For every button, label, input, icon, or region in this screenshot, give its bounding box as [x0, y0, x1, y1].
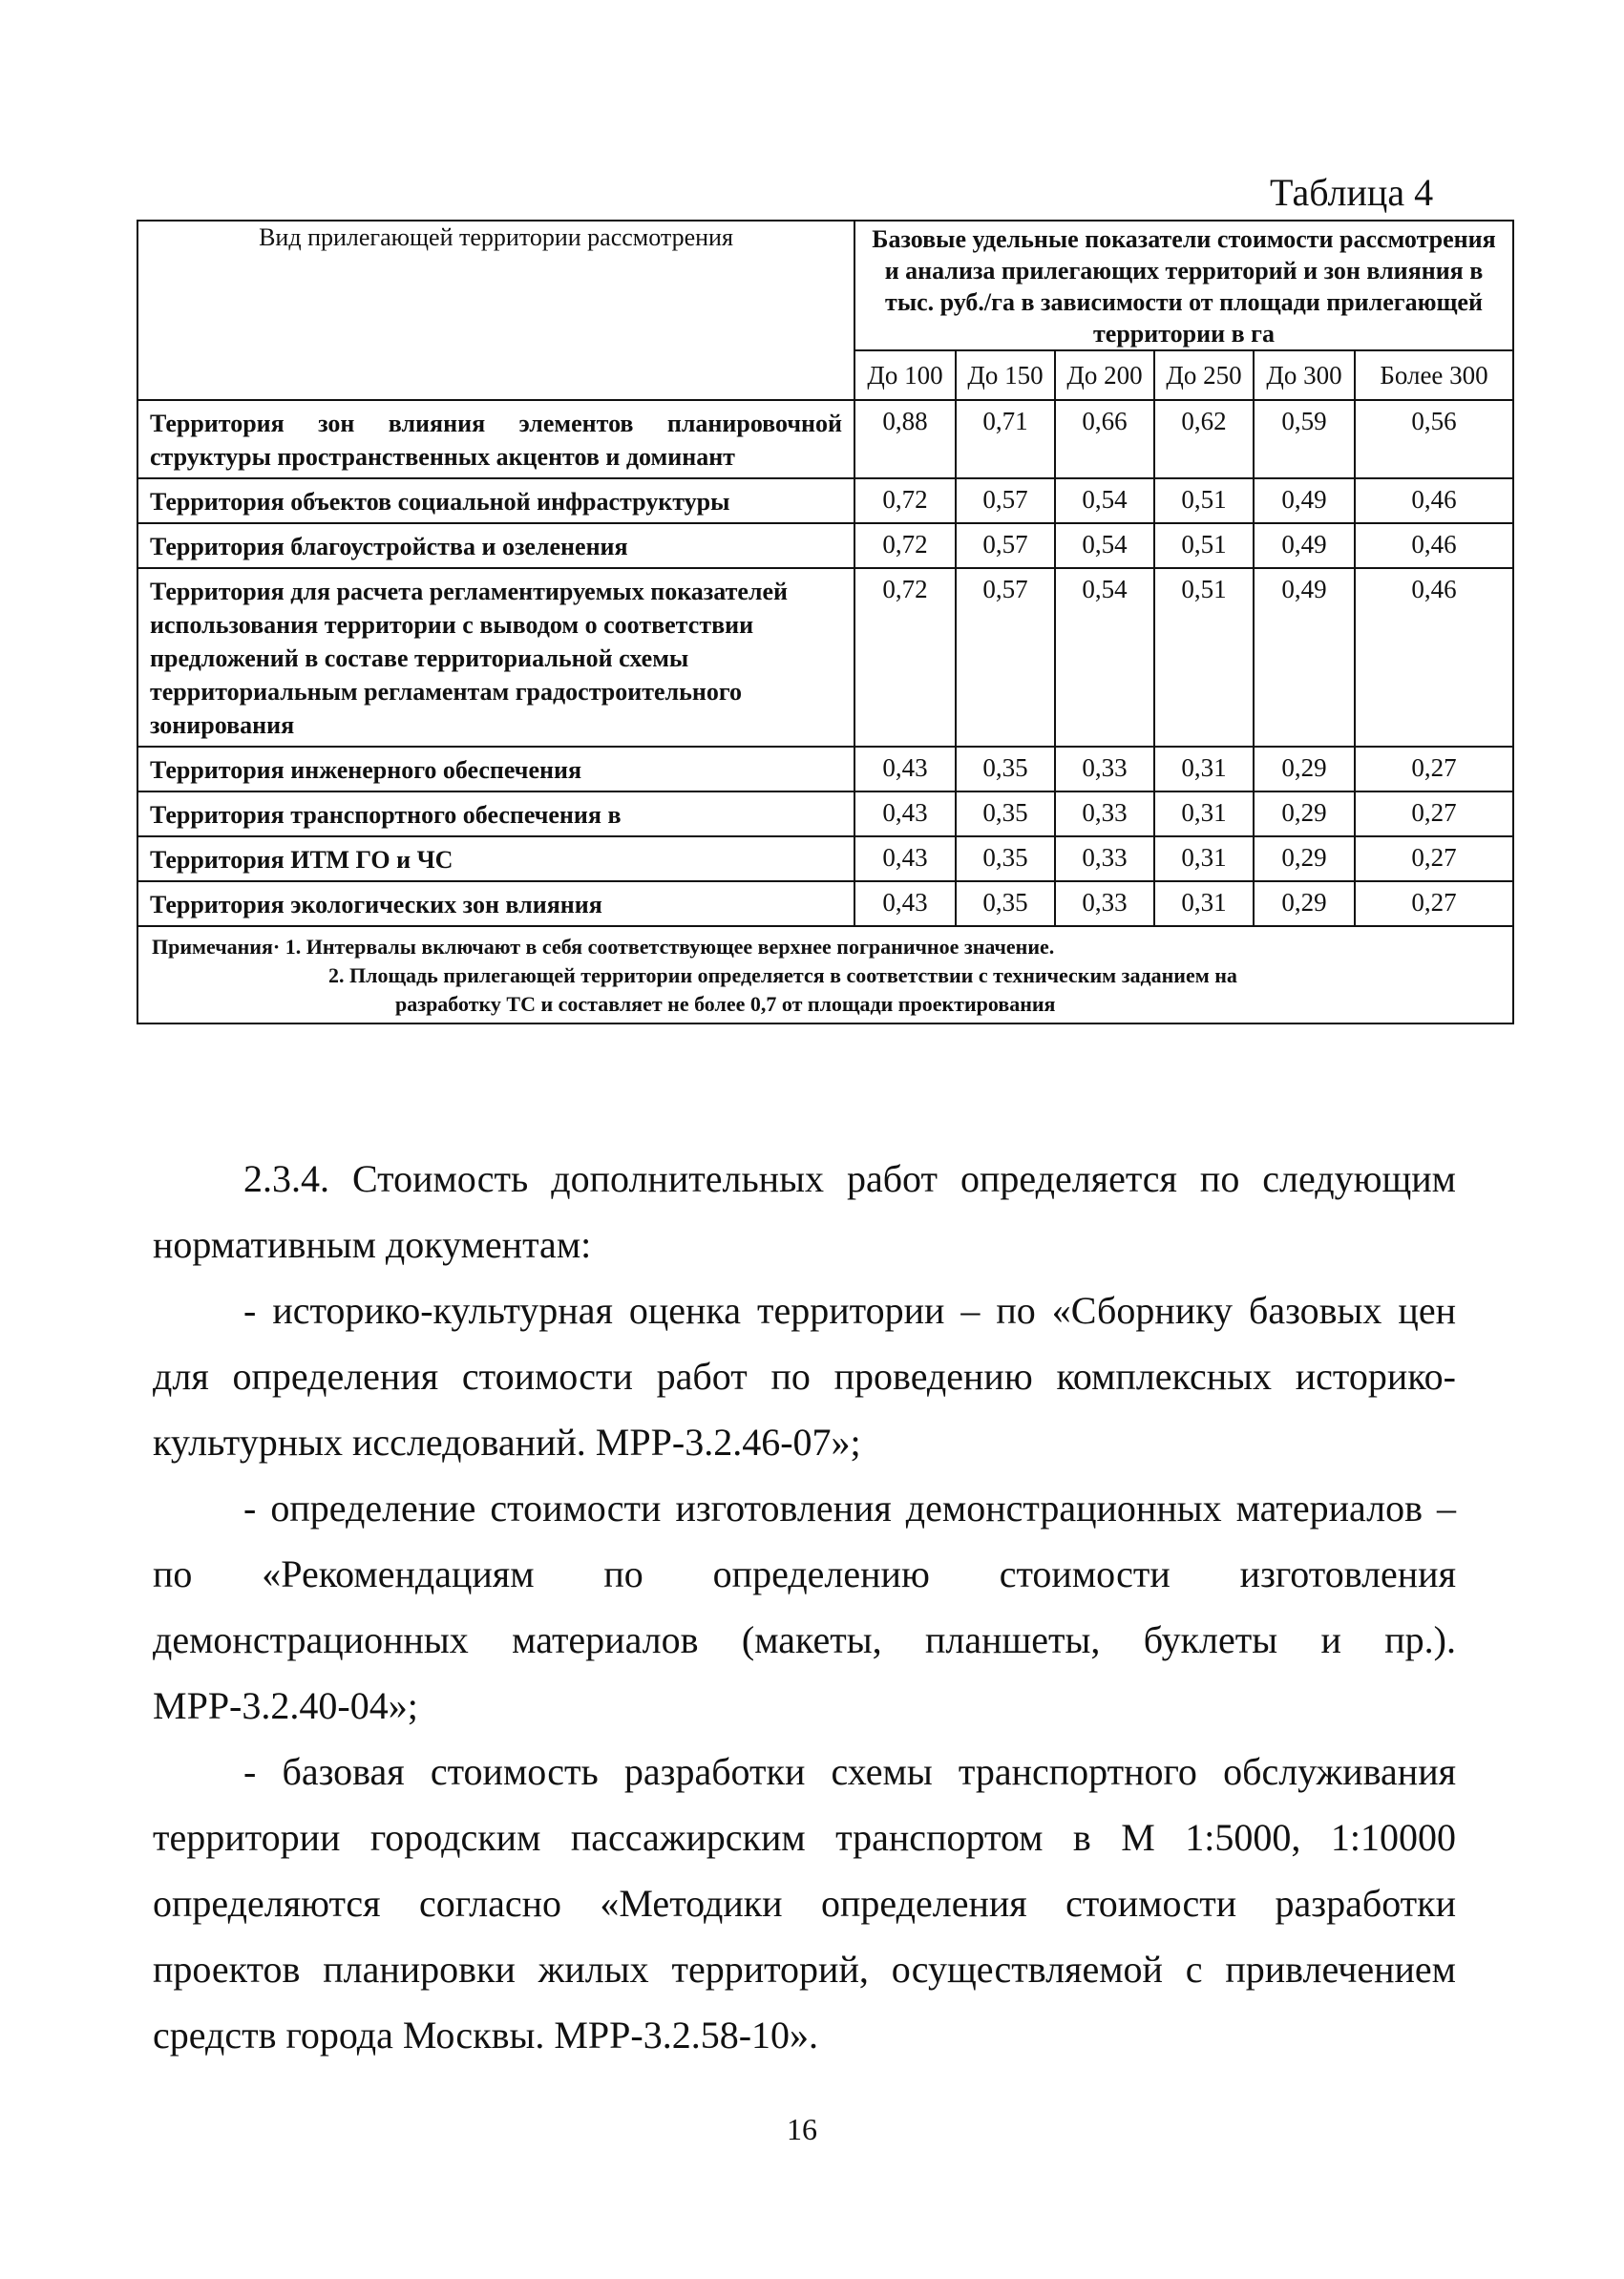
- table-cell: 0,57: [956, 568, 1055, 747]
- paragraph-transport-scheme: - базовая стоимость разработки схемы транспортного обслуживания территории городским пассажирским транспортом в М 1:5000, 1:10000 определяются согласно «Методики определения стоимости разработки проектов планировки жилых территорий, осуществляемой с привлечением средств города Москвы. МРР-3.2.58-10».: [153, 1750, 1456, 2057]
- table-cell: 0,33: [1055, 836, 1154, 881]
- table-cell: 0,46: [1355, 568, 1513, 747]
- header-base-cost: Базовые удельные показатели стоимости рассмотрения и анализа прилегающих территорий и зон влияния в тыс. руб./га в зависимости от площади прилегающей территории в га: [854, 221, 1513, 350]
- table-header-row: [137, 221, 1513, 350]
- column-header: До 100: [854, 350, 956, 400]
- table-cell: 0,51: [1154, 478, 1254, 523]
- table-cell: 0,35: [956, 881, 1055, 926]
- table-cell: 0,31: [1154, 747, 1254, 791]
- table-cell: 0,72: [854, 478, 956, 523]
- page-number: 16: [787, 2112, 817, 2146]
- cost-table-wrapper: [137, 220, 1512, 1024]
- table-cell: 0,51: [1154, 523, 1254, 568]
- row-label: Территория транспортного обеспечения в: [137, 791, 854, 836]
- body-text: [153, 1146, 1456, 2068]
- table-notes-row: [137, 926, 1513, 1023]
- row-label: Территория объектов социальной инфраструктуры: [137, 478, 854, 523]
- table-row: [137, 881, 1513, 926]
- table-cell: 0,31: [1154, 881, 1254, 926]
- table-cell: 0,27: [1355, 747, 1513, 791]
- note-1: [152, 933, 1499, 961]
- table-row: [137, 523, 1513, 568]
- paragraph-2-3-4-line-2: нормативным документам:: [153, 1223, 592, 1266]
- row-label: Территория экологических зон влияния: [137, 881, 854, 926]
- table-row: [137, 791, 1513, 836]
- paragraph-demo-materials: - определение стоимости изготовления демонстрационных материалов – по «Рекомендациям по определению стоимости изготовления демонстрационных материалов (макеты, планшеты, буклеты и пр.). МРР-3.2.40-04»;: [153, 1487, 1456, 1727]
- table-cell: 0,88: [854, 400, 956, 478]
- row-label: Территория зон влияния элементов планировочной структуры пространственных акцентов и доминант: [137, 400, 854, 478]
- table-cell: 0,27: [1355, 836, 1513, 881]
- column-header: До 300: [1254, 350, 1355, 400]
- column-header: До 250: [1154, 350, 1254, 400]
- notes-prefix: Примечания·: [152, 935, 281, 959]
- table-caption: Таблица 4: [1270, 171, 1434, 214]
- cost-table: [137, 220, 1514, 1024]
- table-cell: 0,29: [1254, 791, 1355, 836]
- table-cell: 0,71: [956, 400, 1055, 478]
- table-cell: 0,66: [1055, 400, 1154, 478]
- table-cell: 0,49: [1254, 568, 1355, 747]
- table-cell: 0,54: [1055, 523, 1154, 568]
- table-cell: 0,27: [1355, 881, 1513, 926]
- table-cell: 0,59: [1254, 400, 1355, 478]
- table-cell: 0,29: [1254, 747, 1355, 791]
- table-cell: 0,46: [1355, 523, 1513, 568]
- paragraph-historical-cultural: - историко-культурная оценка территории – по «Сборнику базовых цен для определения стоимости работ по проведению комплексных историко-культурных исследований. МРР-3.2.46-07»;: [153, 1289, 1456, 1464]
- column-header: До 150: [956, 350, 1055, 400]
- table-cell: 0,72: [854, 523, 956, 568]
- table-cell: 0,43: [854, 791, 956, 836]
- table-cell: 0,54: [1055, 478, 1154, 523]
- table-cell: 0,43: [854, 836, 956, 881]
- table-cell: 0,31: [1154, 836, 1254, 881]
- table-cell: 0,62: [1154, 400, 1254, 478]
- row-label: Территория для расчета регламентируемых показателей использования территории с выводом о соответствии предложений в составе территориальной схемы территориальным регламентам градостроительного зонирования: [137, 568, 854, 747]
- table-cell: 0,54: [1055, 568, 1154, 747]
- table-cell: 0,29: [1254, 881, 1355, 926]
- table-row: [137, 836, 1513, 881]
- column-header: До 200: [1055, 350, 1154, 400]
- table-cell: 0,72: [854, 568, 956, 747]
- note-2-text: 2. Площадь прилегающей территории определяется в соответствии с техническим заданием на: [328, 963, 1237, 987]
- table-cell: 0,46: [1355, 478, 1513, 523]
- note-1-text: 1. Интервалы включают в себя соответствующее верхнее пограничное значение.: [285, 935, 1055, 959]
- table-cell: 0,33: [1055, 881, 1154, 926]
- table-cell: 0,33: [1055, 791, 1154, 836]
- table-cell: 0,31: [1154, 791, 1254, 836]
- table-cell: 0,35: [956, 791, 1055, 836]
- row-label: Территория ИТМ ГО и ЧС: [137, 836, 854, 881]
- table-cell: 0,43: [854, 747, 956, 791]
- table-cell: 0,49: [1254, 523, 1355, 568]
- table-cell: 0,29: [1254, 836, 1355, 881]
- table-cell: 0,43: [854, 881, 956, 926]
- table-cell: 0,56: [1355, 400, 1513, 478]
- table-row: [137, 400, 1513, 478]
- column-header: Более 300: [1355, 350, 1513, 400]
- row-label: Территория инженерного обеспечения: [137, 747, 854, 791]
- header-territory-type: Вид прилегающей территории рассмотрения: [137, 221, 854, 400]
- table-row: [137, 747, 1513, 791]
- table-cell: 0,27: [1355, 791, 1513, 836]
- table-cell: 0,57: [956, 478, 1055, 523]
- table-cell: 0,35: [956, 836, 1055, 881]
- table-row: [137, 478, 1513, 523]
- table-row: [137, 568, 1513, 747]
- table-cell: 0,33: [1055, 747, 1154, 791]
- table-notes: [137, 926, 1513, 1023]
- table-cell: 0,51: [1154, 568, 1254, 747]
- note-2-continuation: разработку ТС и составляет не более 0,7 от площади проектирования: [395, 992, 1056, 1016]
- row-label: Территория благоустройства и озеленения: [137, 523, 854, 568]
- note-2: [152, 961, 1499, 990]
- paragraph-2-3-4-line-1: 2.3.4. Стоимость дополнительных работ определяется по следующим: [243, 1157, 1456, 1200]
- table-cell: 0,49: [1254, 478, 1355, 523]
- table-cell: 0,57: [956, 523, 1055, 568]
- table-cell: 0,35: [956, 747, 1055, 791]
